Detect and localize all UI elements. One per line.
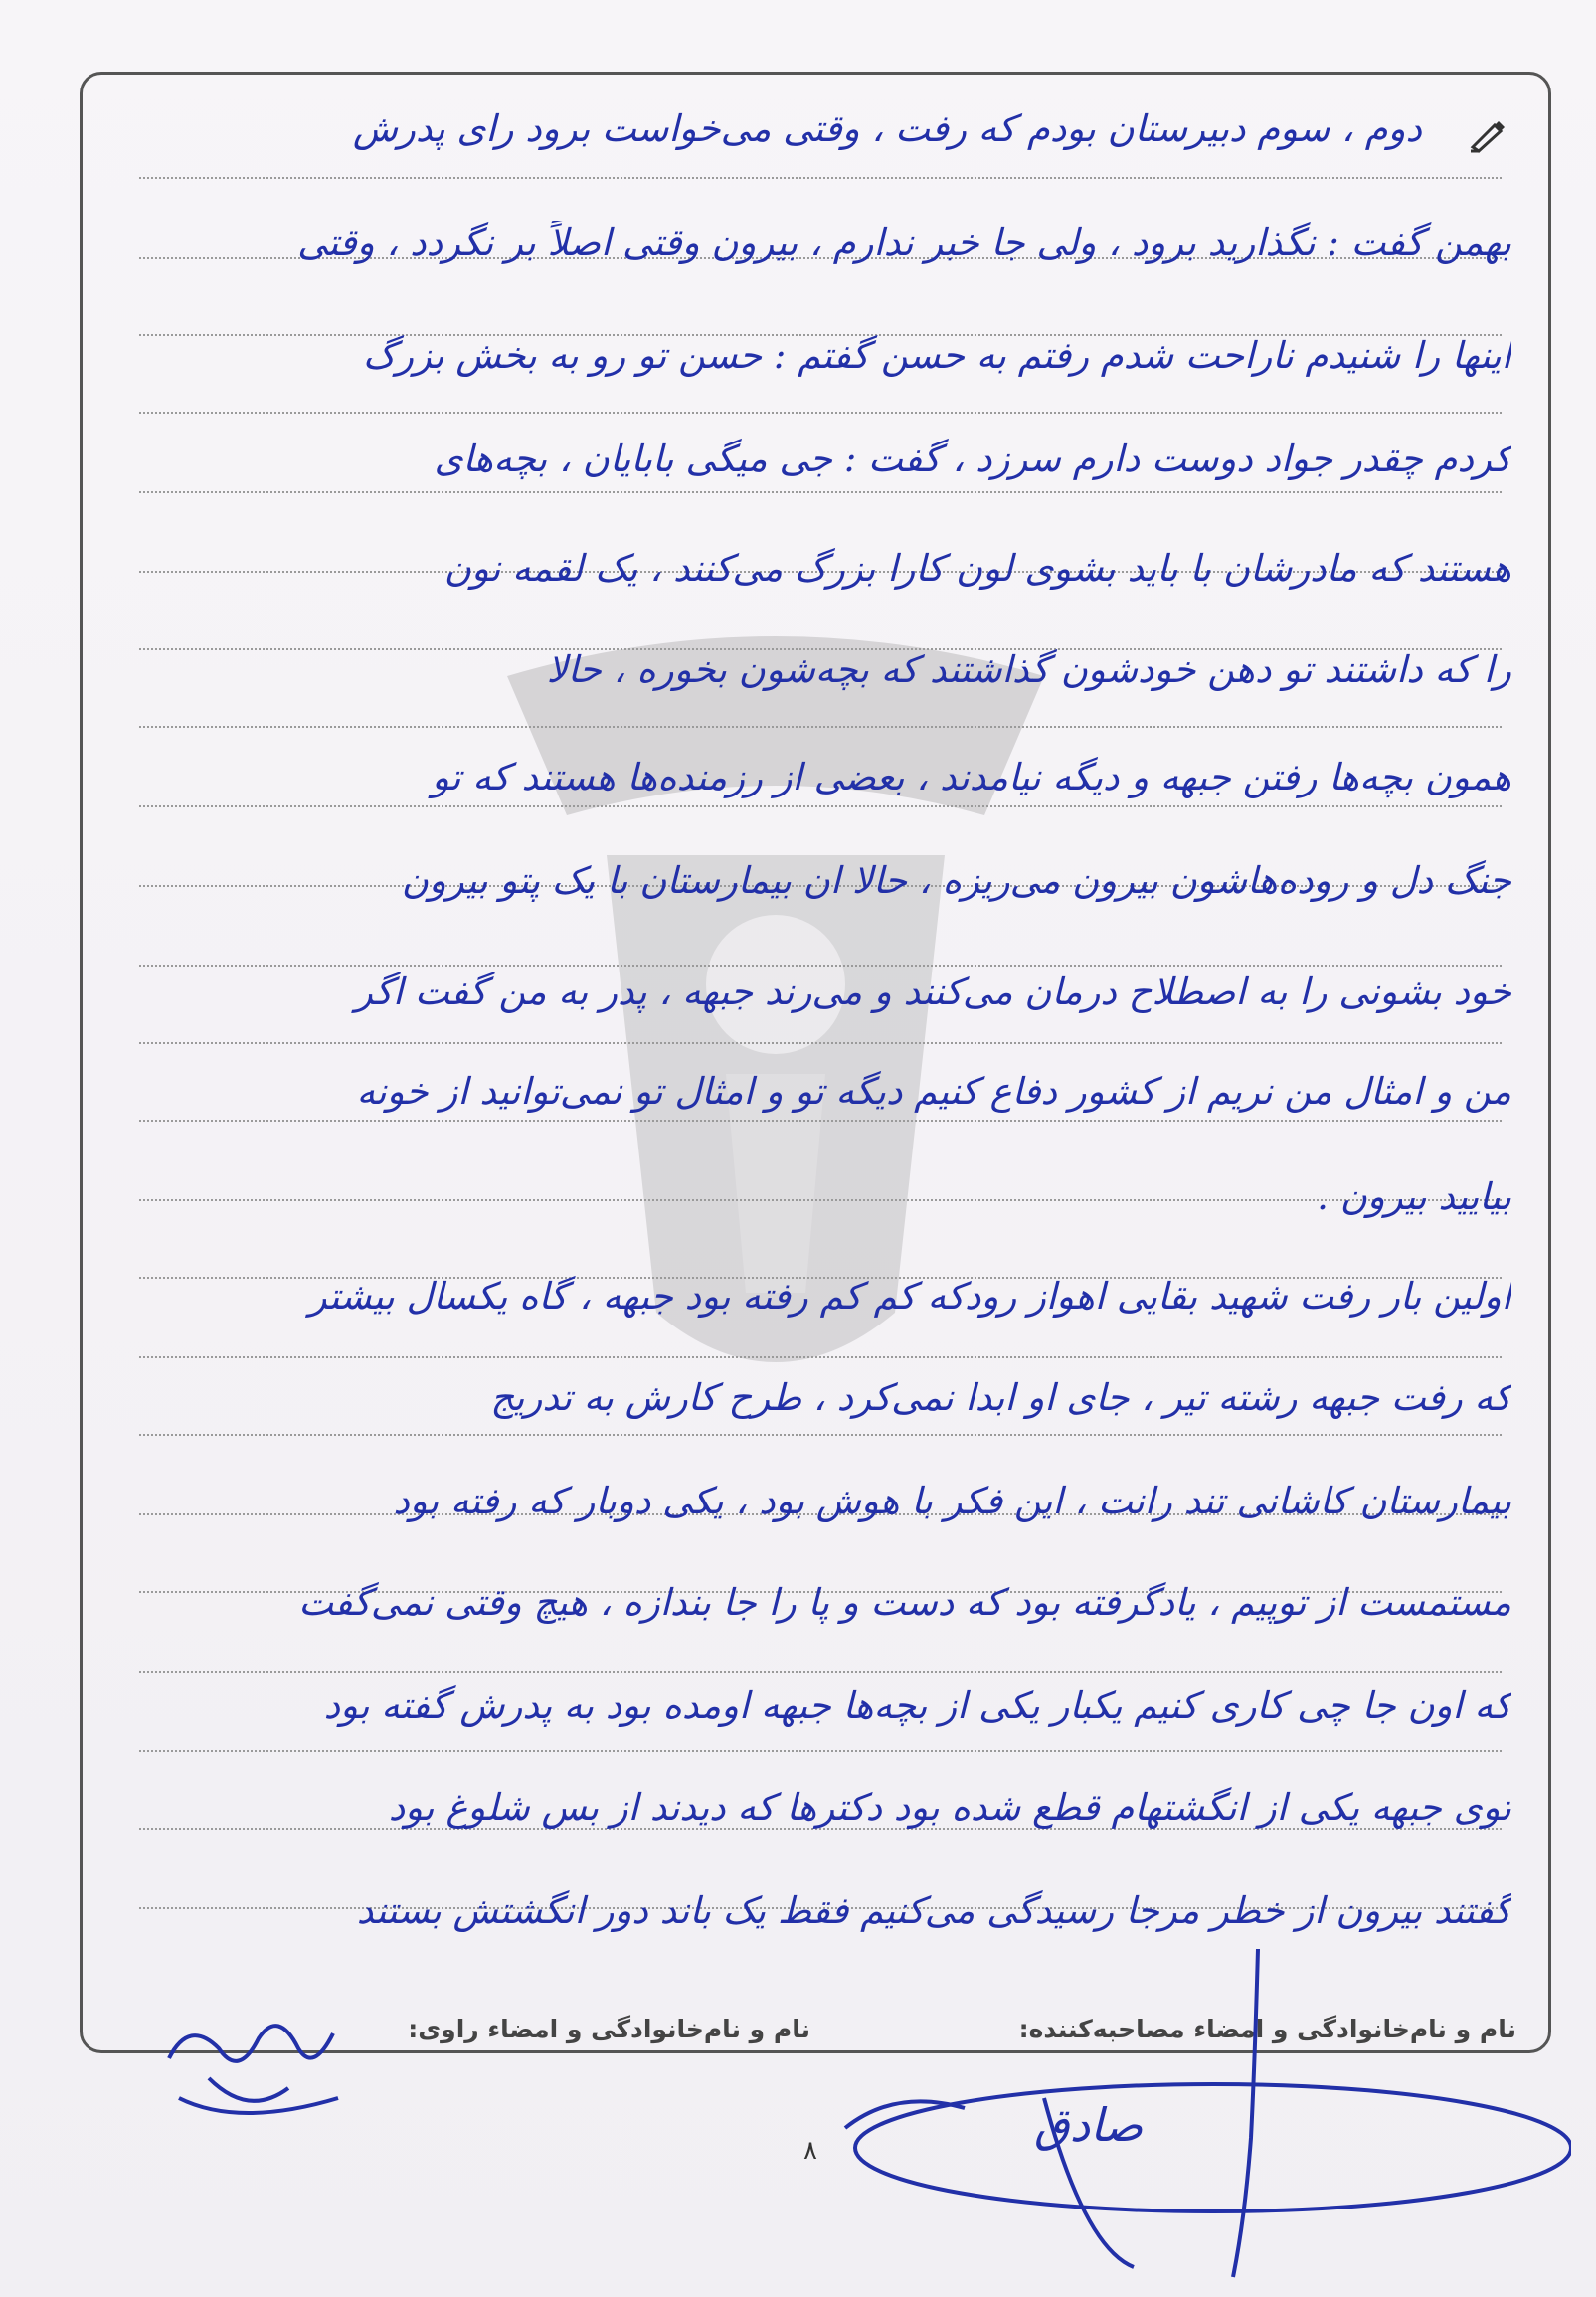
text-line: که رفت جبهه رشته تیر ، جای او ابدا نمی‌کرد ، طرح کارش به تدریج: [490, 1376, 1511, 1419]
text-line: اینها را شنیدم ناراحت شدم رفتم به حسن گفتم : حسن تو رو به بخش بزرگ: [362, 334, 1511, 377]
text-line: همون بچه‌ها رفتن جبهه و دیگه نیامدند ، بعضی از رزمنده‌ها هستند که تو: [432, 756, 1511, 798]
text-line: گفتند بیرون از خطر مرجا رسیدگی می‌کنیم فقط یک باند دور انگشتش بستند: [356, 1889, 1511, 1932]
text-line: کردم چقدر جواد دوست دارم سرزد ، گفت : جی میگی بابایان ، بچه‌های: [434, 438, 1511, 480]
text-line: که اون جا چی کاری کنیم یکبار یکی از بچه‌ها جبهه اومده بود به پدرش گفته بود: [323, 1684, 1511, 1727]
handwritten-body: [60, 0, 1511, 2297]
text-line: جنگ دل و روده‌هاشون بیرون می‌ریزه ، حالا ان بیمارستان با یک پتو بیرون: [401, 859, 1511, 902]
interviewer-signature-label: نام و نام‌خانوادگی و امضاء مصاحبه‌کننده:: [1018, 2015, 1516, 2043]
text-line: خود بشونی را به اصطلاح درمان می‌کنند و می‌رند جبهه ، پدر به من گفت اگر: [354, 971, 1511, 1013]
text-line: بیمارستان کاشانی تند رانت ، این فکر با هوش بود ، یکی دوبار که رفته بود: [393, 1480, 1511, 1522]
text-line: بهمن گفت : نگذارید برود ، ولی جا خبر ندارم ، بیرون وقتی اصلاً بر نگردد ، وقتی: [297, 221, 1511, 264]
interviewer-signature: [835, 2068, 1571, 2277]
narrator-signature: [149, 1979, 358, 2128]
text-line: هستند که مادرشان با باید بشوی لون کارا بزرگ می‌کنند ، یک لقمه نون: [443, 547, 1511, 590]
text-line: دوم ، سوم دبیرستان بودم که رفت ، وقتی می‌خواست برود رای پدرش: [352, 107, 1422, 150]
interviewer-signature-text: صادق: [1034, 2098, 1144, 2152]
text-line: توی جبهه یکی از انگشتهام قطع شده بود دکترها که دیدند از بس شلوغ بود: [388, 1786, 1511, 1829]
text-line: را که داشتند تو دهن خودشون گذاشتند که بچه‌شون بخوره ، حالا: [546, 648, 1511, 691]
text-line: اولین بار رفت شهید بقایی اهواز رودکه کم کم رفته بود جبهه ، گاه یکسال بیشتر: [308, 1275, 1511, 1318]
text-line: من و امثال من نریم از کشور دفاع کنیم دیگه تو و امثال تو نمی‌توانید از خونه: [356, 1070, 1511, 1113]
text-line: بیایید بیرون .: [1317, 1175, 1511, 1218]
text-line: مستمست از توپیم ، یادگرفته بود که دست و پا را جا بندازه ، هیچ وقتی نمی‌گفت: [298, 1581, 1511, 1624]
page-number: ۸: [803, 2136, 817, 2166]
narrator-signature-label: نام و نام‌خانوادگی و امضاء راوی:: [408, 2015, 810, 2043]
